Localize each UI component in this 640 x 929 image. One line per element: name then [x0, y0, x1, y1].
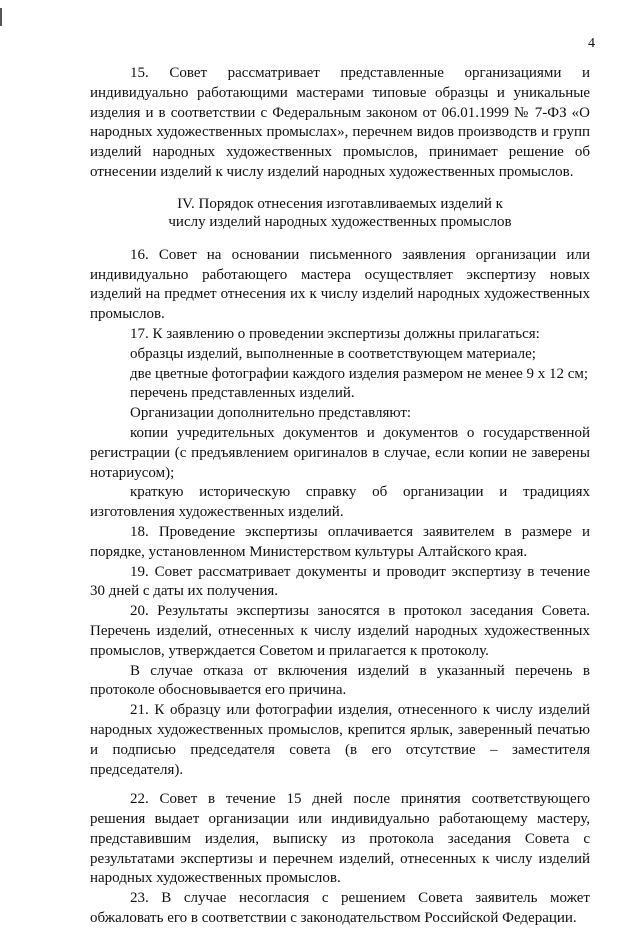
- paragraph-15: 15. Совет рассматривает представленные организациями и индивидуально работающими мастерами типовые образцы и уникальные изделия и в соответствии с Федеральным законом от 06.01.1999 № 7-ФЗ «О народных художественных промыслах», перечнем видов производств и групп изделий народных художественных промыслов, принимает решение об отнесении изделий к числу изделий народных художественных промыслов.: [90, 65, 590, 180]
- paragraph-19: 19. Совет рассматривает документы и проводит экспертизу в течение 30 дней с даты их получения.: [90, 563, 590, 600]
- paragraph-21: 21. К образцу или фотографии изделия, отнесенного к числу изделий народных художественных промыслов, крепится ярлык, заверенный печатью и подписью председателя совета (в его отсутствие – заместителя председателя).: [90, 702, 590, 778]
- list-item-history: краткую историческую справку об организации и традициях изготовления художественных изделий.: [90, 484, 590, 521]
- paragraph-20: 20. Результаты экспертизы заносятся в протокол заседания Совета. Перечень изделий, отнесенных к числу изделий народных художественных промыслов, утверждается Советом и прилагается к протоколу.: [90, 603, 590, 659]
- section-heading-iv: [90, 195, 590, 231]
- paragraph-22: 22. Совет в течение 15 дней после принятия соответствующего решения выдает организации или индивидуально работающему мастеру, представившим изделия, выписку из протокола заседания Совета с результатами экспертизы и перечнем изделий, отнесенных к числу изделий народных художественных промыслов.: [90, 791, 590, 887]
- section-title-line-2: числу изделий народных художественных промыслов: [168, 213, 512, 230]
- paragraph-18: 18. Проведение экспертизы оплачивается заявителем в размере и порядке, установленном Министерством культуры Алтайского края.: [90, 523, 590, 560]
- paragraph-17: 17. К заявлению о проведении экспертизы должны прилагаться:: [130, 325, 540, 342]
- section-title-line-1: IV. Порядок отнесения изготавливаемых изделий к: [177, 195, 503, 212]
- list-item-founding-docs: копии учредительных документов и документов о государственной регистрации (с предъявлением оригиналов в случае, если копии не заверены нотариусом);: [90, 424, 590, 481]
- paragraph-23: 23. В случае несогласия с решением Совета заявитель может обжаловать его в соответствии с законодательством Российской Федерации.: [90, 890, 590, 927]
- page-number: 4: [588, 36, 595, 51]
- paragraph-20-refusal: В случае отказа от включения изделий в указанный перечень в протоколе обосновывается его причина.: [90, 662, 590, 699]
- scan-edge-mark: [0, 8, 2, 26]
- document-body: [90, 64, 590, 929]
- paragraph-16: 16. Совет на основании письменного заявления организации или индивидуально работающего мастера осуществляет экспертизу новых изделий на предмет отнесения их к числу изделий народных художественных промыслов.: [90, 246, 590, 323]
- organizations-additional: Организации дополнительно представляют:: [130, 405, 412, 422]
- list-item-photos: две цветные фотографии каждого изделия размером не менее 9 х 12 см;: [130, 365, 589, 382]
- list-item-samples: образцы изделий, выполненные в соответствующем материале;: [130, 345, 536, 362]
- list-item-inventory: перечень представленных изделий.: [130, 385, 355, 402]
